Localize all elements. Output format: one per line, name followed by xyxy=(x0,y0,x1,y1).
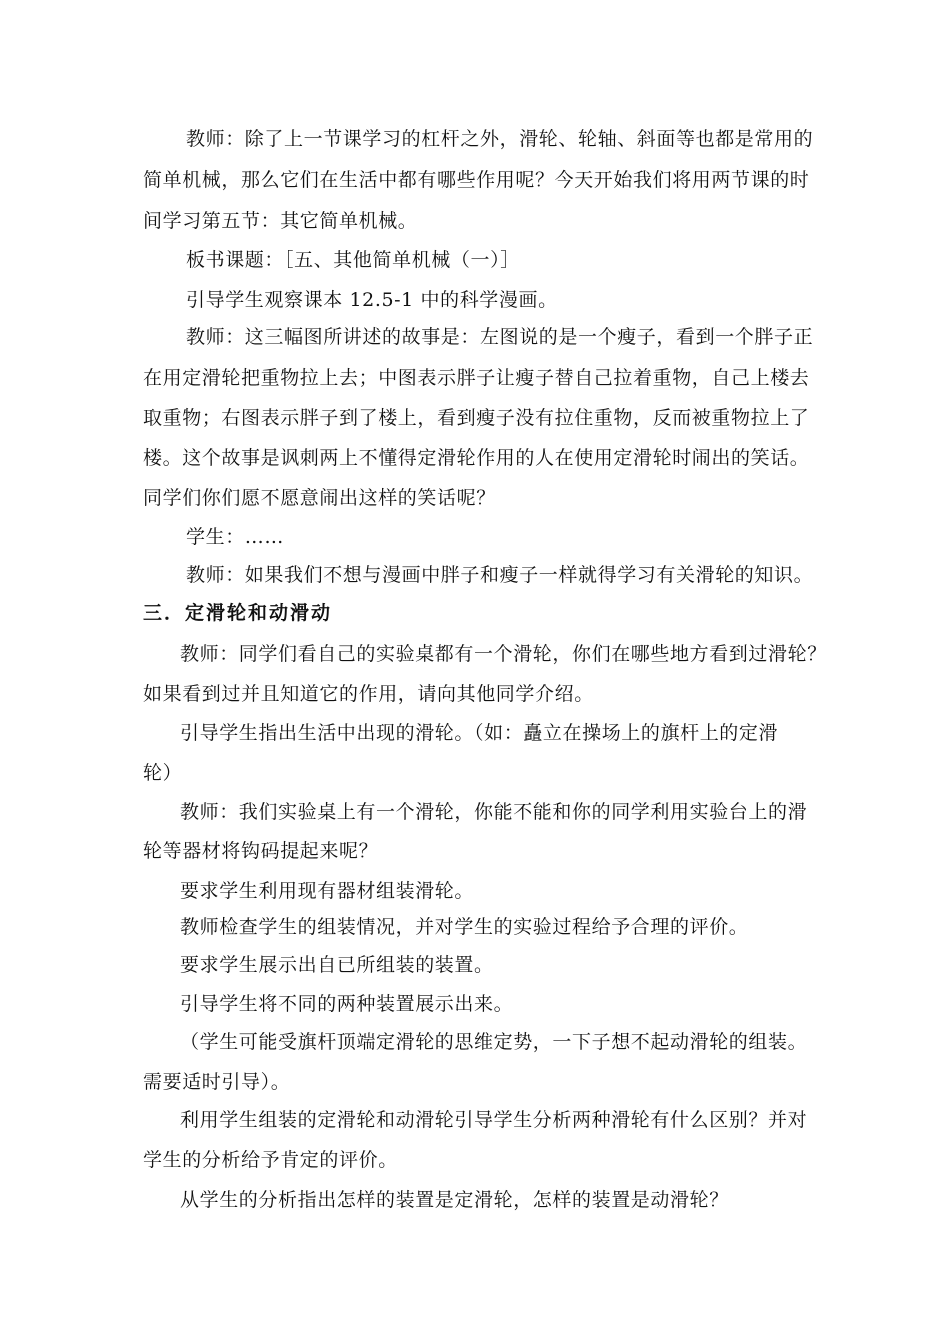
paragraph-line: 教师：除了上一节课学习的杠杆之外，滑轮、轮轴、斜面等也都是常用的 xyxy=(186,128,814,150)
paragraph-line: 学生：…… xyxy=(186,526,285,548)
paragraph-line: 楼。这个故事是讽刺两上不懂得定滑轮作用的人在使用定滑轮时闹出的笑话。 xyxy=(143,447,810,469)
paragraph-line: 需要适时引导）。 xyxy=(143,1071,291,1093)
paragraph-line: 间学习第五节：其它简单机械。 xyxy=(143,210,418,232)
paragraph-line: （学生可能受旗杆顶端定滑轮的思维定势，一下子想不起动滑轮的组装。 xyxy=(180,1031,808,1053)
paragraph-line: 教师：这三幅图所讲述的故事是：左图说的是一个瘦子，看到一个胖子正 xyxy=(186,326,814,348)
paragraph-line: 轮） xyxy=(143,762,183,784)
paragraph-line: 轮等器材将钩码提起来呢？ xyxy=(143,840,379,862)
paragraph-line: 教师：同学们看自己的实验桌都有一个滑轮，你们在哪些地方看到过滑轮？ xyxy=(180,643,827,665)
paragraph-line: 教师：我们实验桌上有一个滑轮，你能不能和你的同学利用实验台上的滑 xyxy=(180,801,808,823)
paragraph-line: 在用定滑轮把重物拉上去；中图表示胖子让瘦子替自己拉着重物，自己上楼去 xyxy=(143,367,810,389)
paragraph-line: 学生的分析给予肯定的评价。 xyxy=(143,1149,398,1171)
paragraph-line: 引导学生将不同的两种装置展示出来。 xyxy=(180,993,514,1015)
paragraph-line: 教师：如果我们不想与漫画中胖子和瘦子一样就得学习有关滑轮的知识。 xyxy=(186,564,814,586)
paragraph-line: 板书课题：［五、其他简单机械（一）］ xyxy=(186,249,520,271)
paragraph-line: 教师检查学生的组装情况，并对学生的实验过程给予合理的评价。 xyxy=(180,916,749,938)
paragraph-line: 利用学生组装的定滑轮和动滑轮引导学生分析两种滑轮有什么区别？并对 xyxy=(180,1109,808,1131)
paragraph-line: 从学生的分析指出怎样的装置是定滑轮，怎样的装置是动滑轮？ xyxy=(180,1189,729,1211)
paragraph-line: 要求学生利用现有器材组装滑轮。 xyxy=(180,880,475,902)
paragraph-line: 简单机械，那么它们在生活中都有哪些作用呢？今天开始我们将用两节课的时 xyxy=(143,169,810,191)
paragraph-line: 如果看到过并且知道它的作用，请向其他同学介绍。 xyxy=(143,683,594,705)
paragraph-line: 取重物；右图表示胖子到了楼上，看到瘦子没有拉住重物，反而被重物拉上了 xyxy=(143,407,810,429)
paragraph-line: 引导学生指出生活中出现的滑轮。（如：矗立在操场上的旗杆上的定滑 xyxy=(180,722,779,744)
paragraph-line: 同学们你们愿不愿意闹出这样的笑话呢？ xyxy=(143,487,496,509)
section-heading: 三．定滑轮和动滑动 xyxy=(143,602,333,624)
paragraph-line: 要求学生展示出自已所组装的装置。 xyxy=(180,954,494,976)
paragraph-line: 引导学生观察课本 12.5-1 中的科学漫画。 xyxy=(186,289,558,311)
